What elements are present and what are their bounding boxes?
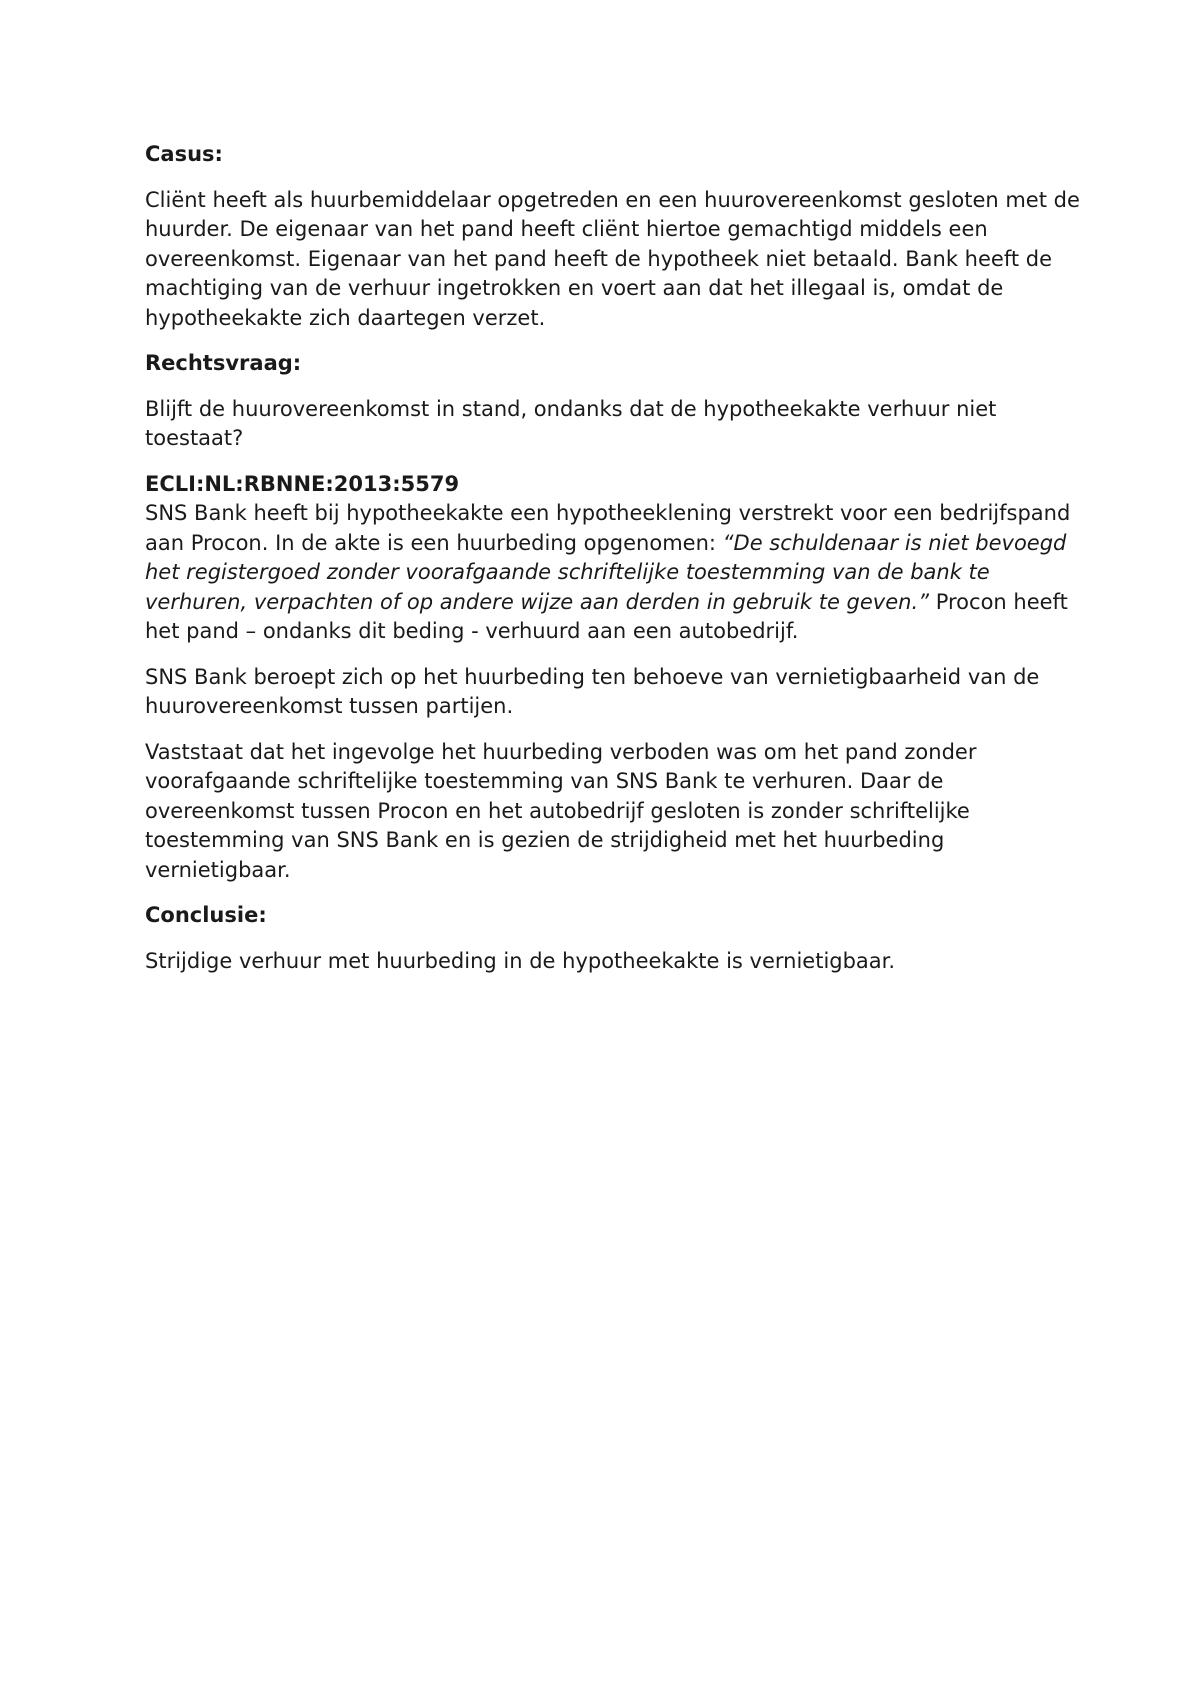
ecli-paragraph-1-intro: SNS Bank heeft bij hypotheekakte een hypotheeklening verstrekt voor een bedrijfspand aan Procon. In de akte is een huurbeding opgenomen:: [145, 501, 1071, 555]
conclusie-paragraph: Strijdige verhuur met huurbeding in de hypotheekakte is vernietigbaar.: [145, 948, 896, 973]
casus-paragraph: Cliënt heeft als huurbemiddelaar opgetreden en een huurovereenkomst gesloten met de huurder. De eigenaar van het pand heeft cliënt hiertoe gemachtigd middels een overeenkomst. Eigenaar van het pand heeft de hypotheek niet betaald. Bank heeft de machtiging van de verhuur ingetrokken en voert aan dat het illegaal is, omdat de hypotheekakte zich daartegen verzet.: [145, 187, 1080, 330]
ecli-paragraph-1: [145, 499, 1080, 647]
ecli-paragraph-2: SNS Bank beroept zich op het huurbeding ten behoeve van vernietigbaarheid van de huurovereenkomst tussen partijen.: [145, 664, 1040, 718]
ecli-heading: ECLI:NL:RBNNE:2013:5579: [145, 471, 460, 496]
casus-heading: Casus:: [145, 142, 223, 166]
rechtsvraag-heading: Rechtsvraag:: [145, 351, 302, 375]
document-page: [145, 140, 1080, 992]
rechtsvraag-paragraph: Blijft de huurovereenkomst in stand, ondanks dat de hypotheekakte verhuur niet toestaat?: [145, 396, 997, 450]
ecli-paragraph-1-outro: Procon heeft het pand – ondanks dit beding - verhuurd aan een autobedrijf.: [145, 589, 1068, 643]
conclusie-heading: Conclusie:: [145, 903, 267, 927]
ecli-paragraph-3: Vaststaat dat het ingevolge het huurbeding verboden was om het pand zonder voorafgaande schriftelijke toestemming van SNS Bank te verhuren. Daar de overeenkomst tussen Procon en het autobedrijf gesloten is zonder schriftelijke toestemming van SNS Bank en is gezien de strijdigheid met het huurbeding vernietigbaar.: [145, 739, 977, 882]
huurbeding-quote: “De schuldenaar is niet bevoegd het registergoed zonder voorafgaande schriftelijke toestemming van de bank te verhuren, verpachten of op andere wijze aan derden in gebruik te geven.”: [145, 530, 1067, 614]
